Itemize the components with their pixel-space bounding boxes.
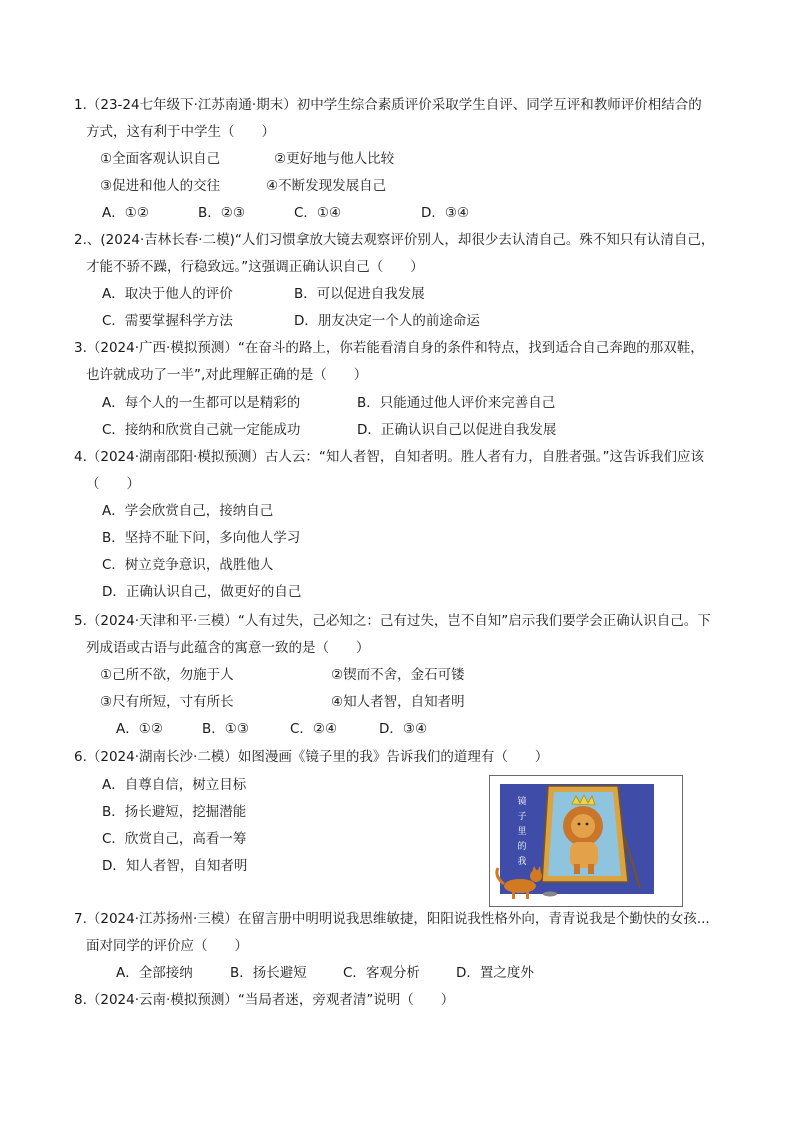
q1-item-3: ③促进和他人的交往 bbox=[100, 178, 221, 194]
question-6-line-1: 6.（2024·湖南长沙·二模）如图漫画《镜子里的我》告诉我们的道理有（ ） bbox=[74, 749, 549, 765]
q5-item-1: ①己所不欲，勿施于人 bbox=[100, 667, 234, 683]
lion-face bbox=[571, 814, 595, 838]
q1-item-1: ①全面客观认识自己 bbox=[100, 151, 221, 167]
question-2-line-2: 才能不骄不躁，行稳致远。”这强调正确认识自己（ ） bbox=[86, 259, 424, 275]
q1-option-b[interactable]: B．②③ bbox=[198, 205, 245, 221]
question-7-line-1: 7.（2024·江苏扬州·三模）在留言册中明明说我思维敏捷，阳阳说我性格外向，青青说我是个勤快的女孩... bbox=[74, 911, 710, 927]
q6-option-d[interactable]: D．知人者智，自知者明 bbox=[102, 858, 248, 874]
question-3-line-1: 3.（2024·广西·模拟预测）“在奋斗的路上，你若能看清自身的条件和特点，找到适合自己奔跑的那双鞋， bbox=[74, 340, 704, 356]
bowl bbox=[543, 892, 557, 897]
question-1-line-2: 方式，这有利于中学生（ ） bbox=[86, 124, 275, 140]
q5-option-a[interactable]: A．①② bbox=[116, 721, 163, 737]
q4-option-b[interactable]: B．坚持不耻下问，多向他人学习 bbox=[102, 530, 301, 546]
q1-option-d[interactable]: D．③④ bbox=[421, 205, 470, 221]
caption-char-4: 的 bbox=[517, 842, 527, 852]
q2-option-b[interactable]: B．可以促进自我发展 bbox=[294, 286, 425, 302]
q2-option-c[interactable]: C．需要掌握科学方法 bbox=[102, 313, 233, 329]
q5-option-b[interactable]: B．①③ bbox=[202, 721, 249, 737]
question-4-line-1: 4.（2024·湖南邵阳·模拟预测）古人云：“知人者智，自知者明。胜人者有力，自胜者强。”这告诉我们应该 bbox=[74, 449, 705, 465]
q7-option-c[interactable]: C．客观分析 bbox=[343, 965, 420, 981]
crown-icon bbox=[572, 795, 595, 805]
caption-char-5: 我 bbox=[517, 857, 527, 867]
q2-option-a[interactable]: A．取决于他人的评价 bbox=[102, 286, 233, 302]
q3-option-c[interactable]: C．接纳和欣赏自己就一定能成功 bbox=[102, 422, 301, 438]
mirror-cartoon-illustration bbox=[490, 776, 682, 906]
q5-item-3: ③尺有所短，寸有所长 bbox=[100, 694, 234, 710]
q5-option-c[interactable]: C．②④ bbox=[290, 721, 338, 737]
q7-option-d[interactable]: D．置之度外 bbox=[456, 965, 534, 981]
question-3-line-2: 也许就成功了一半”,对此理解正确的是（ ） bbox=[86, 367, 368, 383]
caption-char-1: 镜 bbox=[517, 797, 527, 807]
q7-option-a[interactable]: A．全部接纳 bbox=[116, 965, 193, 981]
question-5-line-1: 5.（2024·天津和平·三模）“人有过失，己必知之：己有过失，岂不自知”启示我们要学会正确认识自己。下 bbox=[74, 613, 711, 629]
caption-char-3: 里 bbox=[517, 827, 527, 837]
question-8-line-1: 8.（2024·云南·模拟预测）“当局者迷，旁观者清”说明（ ） bbox=[74, 992, 455, 1008]
caption-char-2: 子 bbox=[517, 812, 527, 822]
q7-option-b[interactable]: B．扬长避短 bbox=[230, 965, 307, 981]
question-2-line-1: 2.、(2024·吉林长春·二模)“人们习惯拿放大镜去观察评价别人，却很少去认清自己。殊不知只有认清自己， bbox=[74, 232, 715, 248]
cat-body bbox=[504, 879, 536, 893]
q5-option-d[interactable]: D．③④ bbox=[379, 721, 428, 737]
q4-option-a[interactable]: A．学会欣赏自己，接纳自己 bbox=[102, 503, 274, 519]
question-1-line-1: 1.（23-24七年级下·江苏南通·期末）初中学生综合素质评价采取学生自评、同学互评和教师评价相结合的 bbox=[74, 97, 702, 113]
q5-item-2: ②锲而不舍，金石可镂 bbox=[331, 667, 465, 683]
mirror-cartoon-figure bbox=[489, 775, 683, 907]
question-7-line-2: 面对同学的评价应（ ） bbox=[86, 938, 248, 954]
q1-item-2: ②更好地与他人比较 bbox=[274, 151, 395, 167]
q1-option-c[interactable]: C．①④ bbox=[294, 205, 342, 221]
q3-option-d[interactable]: D．正确认识自己以促进自我发展 bbox=[357, 422, 557, 438]
q6-option-c[interactable]: C．欣赏自己，高看一筹 bbox=[102, 831, 247, 847]
question-4-line-2: （ ） bbox=[86, 476, 140, 492]
q6-option-a[interactable]: A．自尊自信，树立目标 bbox=[102, 777, 247, 793]
q1-item-4: ④不断发现发展自己 bbox=[266, 178, 387, 194]
q5-item-4: ④知人者智，自知者明 bbox=[331, 694, 465, 710]
q6-option-b[interactable]: B．扬长避短，挖掘潜能 bbox=[102, 804, 247, 820]
question-5-line-2: 列成语或古语与此蕴含的寓意一致的是（ ） bbox=[86, 640, 370, 656]
q3-option-b[interactable]: B．只能通过他人评价来完善自己 bbox=[357, 395, 556, 411]
q2-option-d[interactable]: D．朋友决定一个人的前途命运 bbox=[294, 313, 480, 329]
q3-option-a[interactable]: A．每个人的一生都可以是精彩的 bbox=[102, 395, 301, 411]
q4-option-d[interactable]: D．正确认识自己，做更好的自己 bbox=[102, 584, 302, 600]
q4-option-c[interactable]: C．树立竞争意识，战胜他人 bbox=[102, 557, 274, 573]
q1-option-a[interactable]: A．①② bbox=[102, 205, 149, 221]
